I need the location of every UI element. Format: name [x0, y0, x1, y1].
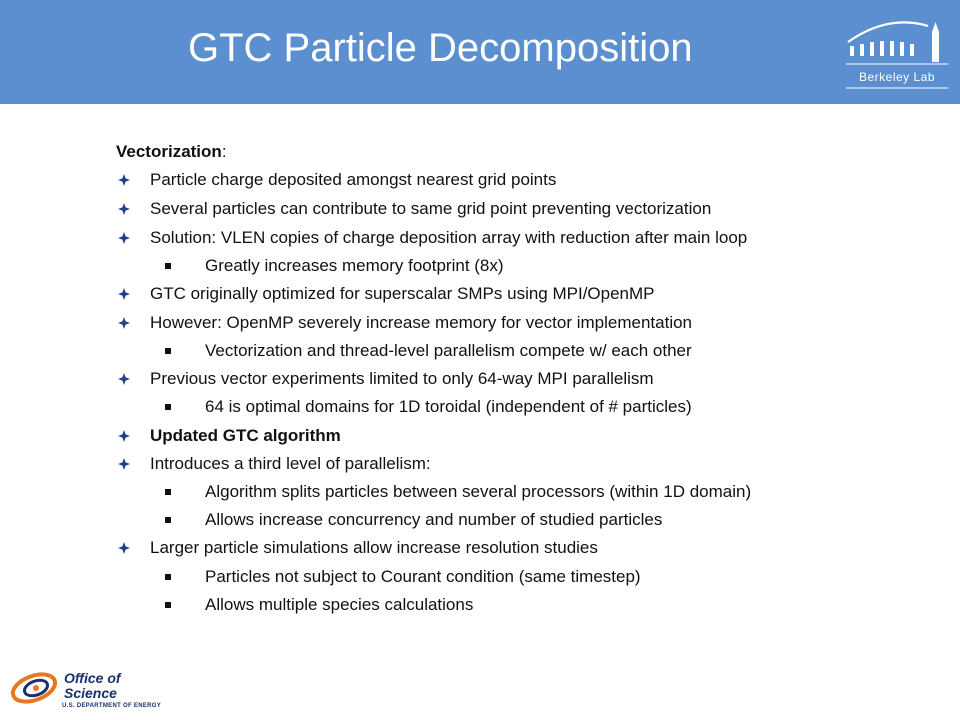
square-bullet-icon [160, 340, 176, 362]
bullet-text: However: OpenMP severely increase memory for vector implementation [150, 313, 693, 332]
berkeley-lab-wordmark: Berkeley Lab [858, 70, 936, 84]
sub-bullet-text: Vectorization and thread-level parallelism compete w/ each other [205, 341, 692, 360]
section-heading-colon: : [221, 142, 227, 161]
sub-bullet-text: Particles not subject to Courant condition (same timestep) [205, 567, 641, 586]
diamond-bullet-icon [116, 198, 132, 220]
sub-bullet-text: Algorithm splits particles between several processors (within 1D domain) [205, 482, 752, 501]
diamond-bullet-icon [116, 283, 132, 305]
bullet-text: Solution: VLEN copies of charge deposition array with reduction after main loop [150, 228, 748, 247]
office-of-science-wordmark [64, 671, 121, 701]
bullet-text: Previous vector experiments limited to only 64-way MPI parallelism [150, 369, 654, 388]
square-bullet-icon [160, 594, 176, 616]
square-bullet-icon [160, 481, 176, 503]
diamond-bullet-icon [116, 169, 132, 191]
title-bar [0, 0, 960, 104]
bullet-text: Particle charge deposited amongst nearest grid points [150, 170, 557, 189]
slide-title: GTC Particle Decomposition [188, 26, 693, 70]
sub-bullet-text: Greatly increases memory footprint (8x) [205, 256, 504, 275]
section-heading [116, 140, 227, 164]
bullet-text: Updated GTC algorithm [150, 426, 341, 445]
office-of-line: Office of [64, 670, 121, 686]
science-line: Science [64, 685, 117, 701]
diamond-bullet-icon [116, 312, 132, 334]
diamond-bullet-icon [116, 537, 132, 559]
section-heading-label: Vectorization [116, 142, 222, 161]
doe-subtitle: U.S. DEPARTMENT OF ENERGY [62, 703, 162, 709]
berkeley-lab-logo [836, 8, 954, 96]
square-bullet-icon [160, 566, 176, 588]
bullet-text: GTC originally optimized for superscalar SMPs using MPI/OpenMP [150, 284, 655, 303]
doe-swirl-icon [9, 669, 59, 707]
sub-bullet-text: Allows increase concurrency and number of studied particles [205, 510, 663, 529]
diamond-bullet-icon [116, 227, 132, 249]
diamond-bullet-icon [116, 453, 132, 475]
bullet-text: Larger particle simulations allow increase resolution studies [150, 538, 598, 557]
square-bullet-icon [160, 509, 176, 531]
sub-bullet-text: 64 is optimal domains for 1D toroidal (independent of # particles) [205, 397, 692, 416]
diamond-bullet-icon [116, 368, 132, 390]
square-bullet-icon [160, 255, 176, 277]
berkeley-lab-arches [850, 22, 939, 62]
diamond-bullet-icon [116, 425, 132, 447]
square-bullet-icon [160, 396, 176, 418]
sub-bullet-text: Allows multiple species calculations [205, 595, 474, 614]
bullet-text: Introduces a third level of parallelism: [150, 454, 431, 473]
bullet-text: Several particles can contribute to same grid point preventing vectorization [150, 199, 712, 218]
